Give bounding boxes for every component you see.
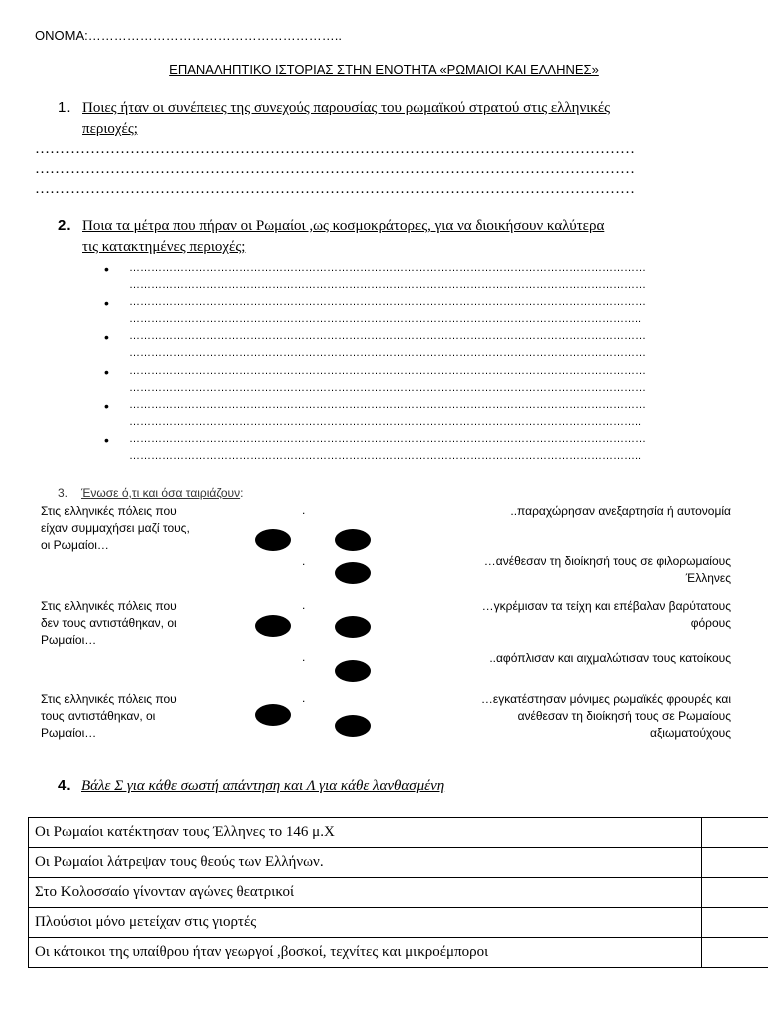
answer-line[interactable]: …………………………………………………………………………………………………………	[35, 161, 635, 177]
answer-line[interactable]: …………………………………………………………………………………………………………	[35, 181, 635, 197]
bullet: •	[104, 261, 109, 277]
question-4-number: 4.	[58, 777, 71, 794]
period-mark: .	[302, 650, 306, 664]
match-left-line: Στις ελληνικές πόλεις που	[41, 504, 177, 518]
answer-cell[interactable]	[702, 878, 768, 908]
answer-cell[interactable]	[702, 818, 768, 848]
question-3-number: 3.	[58, 486, 69, 500]
table-row	[29, 878, 768, 908]
question-4-instruction: Βάλε Σ για κάθε σωστή απάντηση και Λ για κάθε λανθασμένη	[81, 778, 445, 794]
answer-line[interactable]: ……………………………………………………………………………………………………………………………	[129, 347, 646, 359]
match-right-line: φόρους	[690, 616, 731, 630]
match-right-item	[489, 650, 731, 667]
match-dot-right[interactable]	[335, 715, 371, 737]
period-mark: .	[302, 554, 306, 568]
statement-cell: Οι Ρωμαίοι λάτρεψαν τους θεούς των Ελλήνων.	[29, 848, 702, 878]
answer-line[interactable]: ……………………………………………………………………………………………………………………………	[129, 262, 646, 274]
match-dot-left[interactable]	[255, 704, 291, 726]
period-mark: .	[302, 691, 306, 705]
answer-line[interactable]: …………………………………………………………………………………………………………………………..	[129, 416, 642, 428]
match-right-item	[510, 503, 731, 520]
match-right-item	[481, 691, 731, 742]
table-row	[29, 938, 768, 968]
answer-cell[interactable]	[702, 938, 768, 968]
match-right-line: Έλληνες	[685, 571, 731, 585]
match-dot-left[interactable]	[255, 529, 291, 551]
match-dot-right[interactable]	[335, 616, 371, 638]
question-3-text: Ένωσε ό,τι και όσα ταιριάζουν	[81, 486, 241, 500]
question-2-number: 2.	[58, 217, 71, 234]
match-right-line: αξιωματούχους	[650, 726, 731, 740]
match-right-line: …εγκατέστησαν μόνιμες ρωμαϊκές φρουρές και	[480, 692, 731, 706]
match-left-item	[41, 598, 177, 649]
statement-cell: Οι Ρωμαίοι κατέκτησαν τους Έλληνες το 146 μ.Χ	[29, 818, 702, 848]
table-row	[29, 908, 768, 938]
match-dot-right[interactable]	[335, 529, 371, 551]
answer-line[interactable]: ……………………………………………………………………………………………………………………………	[129, 279, 646, 291]
bullet: •	[104, 432, 109, 448]
question-3-colon: :	[240, 486, 244, 500]
answer-line[interactable]: ……………………………………………………………………………………………………………………………	[129, 330, 646, 342]
table-row	[29, 848, 768, 878]
match-dot-right[interactable]	[335, 562, 371, 584]
match-right-line: ανέθεσαν τη διοίκησή τους σε Ρωμαίους	[517, 709, 731, 723]
match-right-item	[482, 598, 731, 632]
true-false-table	[28, 817, 768, 968]
question-1-text-continued: περιοχές;	[82, 121, 138, 137]
period-mark: .	[302, 598, 306, 612]
answer-line[interactable]: ……………………………………………………………………………………………………………………………	[129, 365, 646, 377]
statement-cell: Στο Κολοσσαίο γίνονταν αγώνες θεατρικοί	[29, 878, 702, 908]
match-dot-left[interactable]	[255, 615, 291, 637]
answer-cell[interactable]	[702, 848, 768, 878]
match-right-line: …γκρέμισαν τα τείχη και επέβαλαν βαρύτατους	[481, 599, 731, 613]
match-left-line: τους αντιστάθηκαν, οι	[41, 709, 156, 723]
answer-line[interactable]: ……………………………………………………………………………………………………………………………	[129, 433, 646, 445]
statement-cell: Πλούσιοι μόνο μετείχαν στις γιορτές	[29, 908, 702, 938]
question-3-prompt	[81, 486, 243, 500]
answer-line[interactable]: ……………………………………………………………………………………………………………………………	[129, 399, 646, 411]
bullet: •	[104, 364, 109, 380]
match-left-line: Στις ελληνικές πόλεις που	[41, 599, 177, 613]
match-left-line: είχαν συμμαχήσει μαζί τους,	[41, 521, 190, 535]
name-line[interactable]: ΟΝΟΜΑ:…………………………………………………..	[35, 28, 342, 43]
table-row	[29, 818, 768, 848]
answer-line[interactable]: ……………………………………………………………………………………………………………………………	[129, 296, 646, 308]
match-right-line: ..παραχώρησαν ανεξαρτησία ή αυτονομία	[510, 504, 731, 518]
match-left-line: Στις ελληνικές πόλεις που	[41, 692, 177, 706]
question-2-text: Ποια τα μέτρα που πήραν οι Ρωμαίοι ,ως κοσμοκράτορες, για να διοικήσουν καλύτερα	[82, 218, 605, 234]
match-left-item	[41, 691, 177, 742]
answer-line[interactable]: …………………………………………………………………………………………………………………………..	[129, 450, 642, 462]
answer-line[interactable]: …………………………………………………………………………………………………………	[35, 141, 635, 157]
match-left-item	[41, 503, 190, 554]
statement-cell: Οι κάτοικοι της υπαίθρου ήταν γεωργοί ,βοσκοί, τεχνίτες και μικροέμποροι	[29, 938, 702, 968]
answer-line[interactable]: ……………………………………………………………………………………………………………………………	[129, 382, 646, 394]
match-right-line: ..αφόπλισαν και αιχμαλώτισαν τους κατοίκους	[489, 651, 731, 665]
answer-cell[interactable]	[702, 908, 768, 938]
match-left-line: δεν τους αντιστάθηκαν, οι	[41, 616, 177, 630]
match-right-line: …ανέθεσαν τη διοίκησή τους σε φιλορωμαίους	[483, 554, 731, 568]
answer-line[interactable]: …………………………………………………………………………………………………………………………..	[129, 313, 642, 325]
match-left-line: Ρωμαίοι…	[41, 633, 97, 647]
question-1-text: Ποιες ήταν οι συνέπειες της συνεχούς παρουσίας του ρωμαϊκού στρατού στις ελληνικές	[82, 100, 611, 116]
bullet: •	[104, 295, 109, 311]
bullet: •	[104, 329, 109, 345]
bullet: •	[104, 398, 109, 414]
match-dot-right[interactable]	[335, 660, 371, 682]
question-1-number: 1.	[58, 99, 71, 116]
question-2-text-continued: τις κατακτημένες περιοχές;	[82, 239, 246, 255]
period-mark: .	[302, 503, 306, 517]
match-left-line: Ρωμαίοι…	[41, 726, 97, 740]
match-right-item	[484, 553, 731, 587]
worksheet-title: ΕΠΑΝΑΛΗΠΤΙΚΟ ΙΣΤΟΡΙΑΣ ΣΤΗΝ ΕΝΟΤΗΤΑ «ΡΩΜΑΙΟΙ ΚΑΙ ΕΛΛΗΝΕΣ»	[169, 62, 599, 77]
match-left-line: οι Ρωμαίοι…	[41, 538, 109, 552]
